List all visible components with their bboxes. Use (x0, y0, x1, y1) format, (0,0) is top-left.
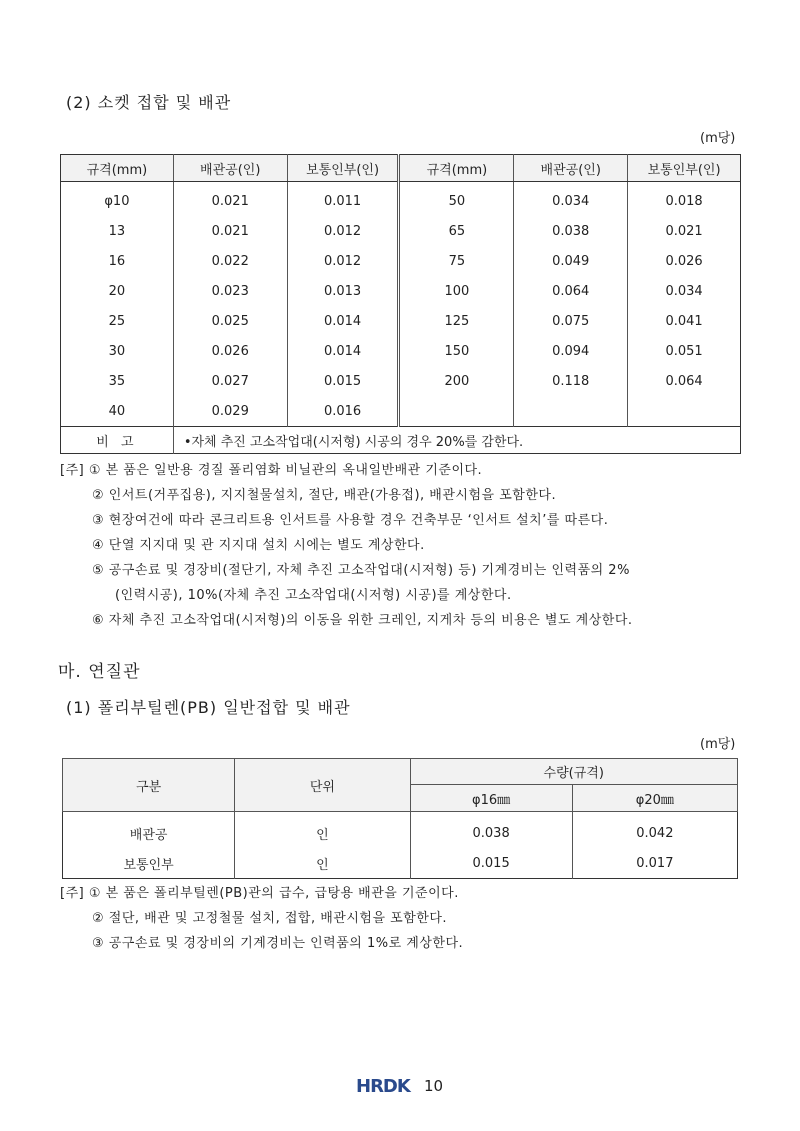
table-cell: 0.021 (665, 223, 703, 239)
table-cell: 0.011 (287, 182, 399, 217)
table-cell: 0.015 (287, 366, 399, 396)
table-cell: 인 (235, 848, 410, 879)
remark-row (61, 427, 741, 454)
table-cell: 0.034 (665, 283, 703, 299)
table-cell: 0.027 (173, 366, 287, 396)
header-cell: 수량(규격) (410, 759, 738, 785)
table-cell: 40 (61, 396, 174, 427)
hrdk-logo: HRDK (356, 1076, 410, 1097)
table-cell: 75 (399, 246, 514, 276)
table-cell: 0.017 (636, 855, 674, 871)
section-title: (2) 소켓 접합 및 배관 (66, 93, 232, 112)
unit-label: (m당) (700, 737, 736, 752)
table-cell: 65 (399, 216, 514, 246)
table-cell: 0.015 (410, 848, 572, 879)
table-cell: 35 (61, 366, 174, 396)
pb-pipe-table (62, 758, 738, 879)
table-cell: 200 (399, 366, 514, 396)
header-cell: φ16㎜ (410, 785, 572, 812)
table-cell: 인 (235, 812, 410, 849)
table-cell (514, 396, 628, 427)
header-cell: 구분 (63, 759, 235, 812)
note-line: [주] ① 본 품은 일반용 경질 폴리염화 비닐관의 옥내일반배관 기준이다. (60, 463, 483, 478)
table-row (61, 306, 741, 336)
header-cell: 보통인부(인) (287, 155, 399, 182)
table-cell: 0.014 (287, 336, 399, 366)
section-title: (1) 폴리부틸렌(PB) 일반접합 및 배관 (66, 698, 351, 717)
note-line: ③ 공구손료 및 경장비의 기계경비는 인력품의 1%로 계상한다. (92, 936, 464, 951)
header-cell: 규격(mm) (399, 155, 514, 182)
table-row (61, 366, 741, 396)
note-line: [주] ① 본 품은 폴리부틸렌(PB)관의 급수, 급탕용 배관을 기준이다. (60, 886, 459, 901)
table-cell: 0.038 (514, 216, 628, 246)
table-row (63, 848, 738, 879)
table-cell: 0.025 (173, 306, 287, 336)
table-cell: φ10 (61, 182, 174, 217)
table-cell: 0.021 (173, 216, 287, 246)
table-cell: 0.042 (636, 825, 674, 841)
unit-label: (m당) (700, 131, 736, 146)
table-cell: 0.034 (514, 182, 628, 217)
page-number: 10 (424, 1077, 444, 1095)
note-line: ④ 단열 지지대 및 관 지지대 설치 시에는 별도 계상한다. (92, 538, 425, 553)
table-cell (399, 396, 514, 427)
table-cell: 16 (61, 246, 174, 276)
note-line: ③ 현장여건에 따라 콘크리트용 인서트를 사용할 경우 건축부문 ‘인서트 설치’를 따른다. (92, 513, 609, 528)
table-row (61, 216, 741, 246)
table-cell: 배관공 (63, 812, 235, 849)
note-line: (인력시공), 10%(자체 추진 고소작업대(시저형) 시공)를 계상한다. (115, 588, 512, 603)
table-row (61, 396, 741, 427)
table-cell: 30 (61, 336, 174, 366)
table-header-row (61, 155, 741, 182)
table-cell: 0.026 (665, 253, 703, 269)
table-cell: 0.064 (514, 276, 628, 306)
notes-block (60, 881, 463, 956)
table-cell: 0.029 (173, 396, 287, 427)
table-cell: 150 (399, 336, 514, 366)
notes-block (60, 458, 633, 633)
table-cell: 0.016 (287, 396, 399, 427)
table-cell: 0.014 (287, 306, 399, 336)
table-cell: 0.064 (665, 373, 703, 389)
header-cell: 단위 (235, 759, 410, 812)
table-cell: 0.022 (173, 246, 287, 276)
table-row (61, 276, 741, 306)
table-cell: 0.075 (514, 306, 628, 336)
table-cell: 0.038 (410, 812, 572, 849)
table-cell: 125 (399, 306, 514, 336)
table-cell (628, 396, 741, 427)
section-heading: 마. 연질관 (58, 662, 141, 682)
header-cell: 규격(mm) (61, 155, 174, 182)
table-cell: 0.094 (514, 336, 628, 366)
header-cell: φ20㎜ (572, 785, 737, 812)
table-cell: 0.012 (287, 246, 399, 276)
table-cell: 50 (399, 182, 514, 217)
table-cell: 20 (61, 276, 174, 306)
table-cell: 100 (399, 276, 514, 306)
table-cell: 0.118 (514, 366, 628, 396)
table-cell: 0.021 (173, 182, 287, 217)
note-line: ⑥ 자체 추진 고소작업대(시저형)의 이동을 위한 크레인, 지게차 등의 비용은 별도 계상한다. (92, 613, 633, 628)
table-cell: 0.012 (287, 216, 399, 246)
table-row (61, 246, 741, 276)
table-row (61, 336, 741, 366)
table-cell: 13 (61, 216, 174, 246)
remark-label: 비 고 (61, 427, 174, 454)
table-row (63, 812, 738, 849)
table-cell: 0.026 (173, 336, 287, 366)
note-line: ② 인서트(거푸집용), 지지철물설치, 절단, 배관(가용접), 배관시험을 포함한다. (92, 488, 557, 503)
table-cell: 0.041 (665, 313, 703, 329)
table-cell: 0.051 (665, 343, 703, 359)
table-row (61, 182, 741, 217)
table-cell: 0.049 (514, 246, 628, 276)
header-cell: 배관공(인) (514, 155, 628, 182)
table-cell: 0.018 (665, 193, 703, 209)
header-cell: 보통인부(인) (628, 155, 741, 182)
table-cell: 0.023 (173, 276, 287, 306)
socket-joint-table (60, 154, 741, 454)
table-cell: 0.013 (287, 276, 399, 306)
remark-text: •자체 추진 고소작업대(시저형) 시공의 경우 20%를 감한다. (173, 427, 740, 454)
note-line: ② 절단, 배관 및 고정철물 설치, 접합, 배관시험을 포함한다. (92, 911, 448, 926)
note-line: ⑤ 공구손료 및 경장비(절단기, 자체 추진 고소작업대(시저형) 등) 기계경비는 인력품의 2% (92, 563, 630, 578)
header-cell: 배관공(인) (173, 155, 287, 182)
table-cell: 보통인부 (63, 848, 235, 879)
table-cell: 25 (61, 306, 174, 336)
